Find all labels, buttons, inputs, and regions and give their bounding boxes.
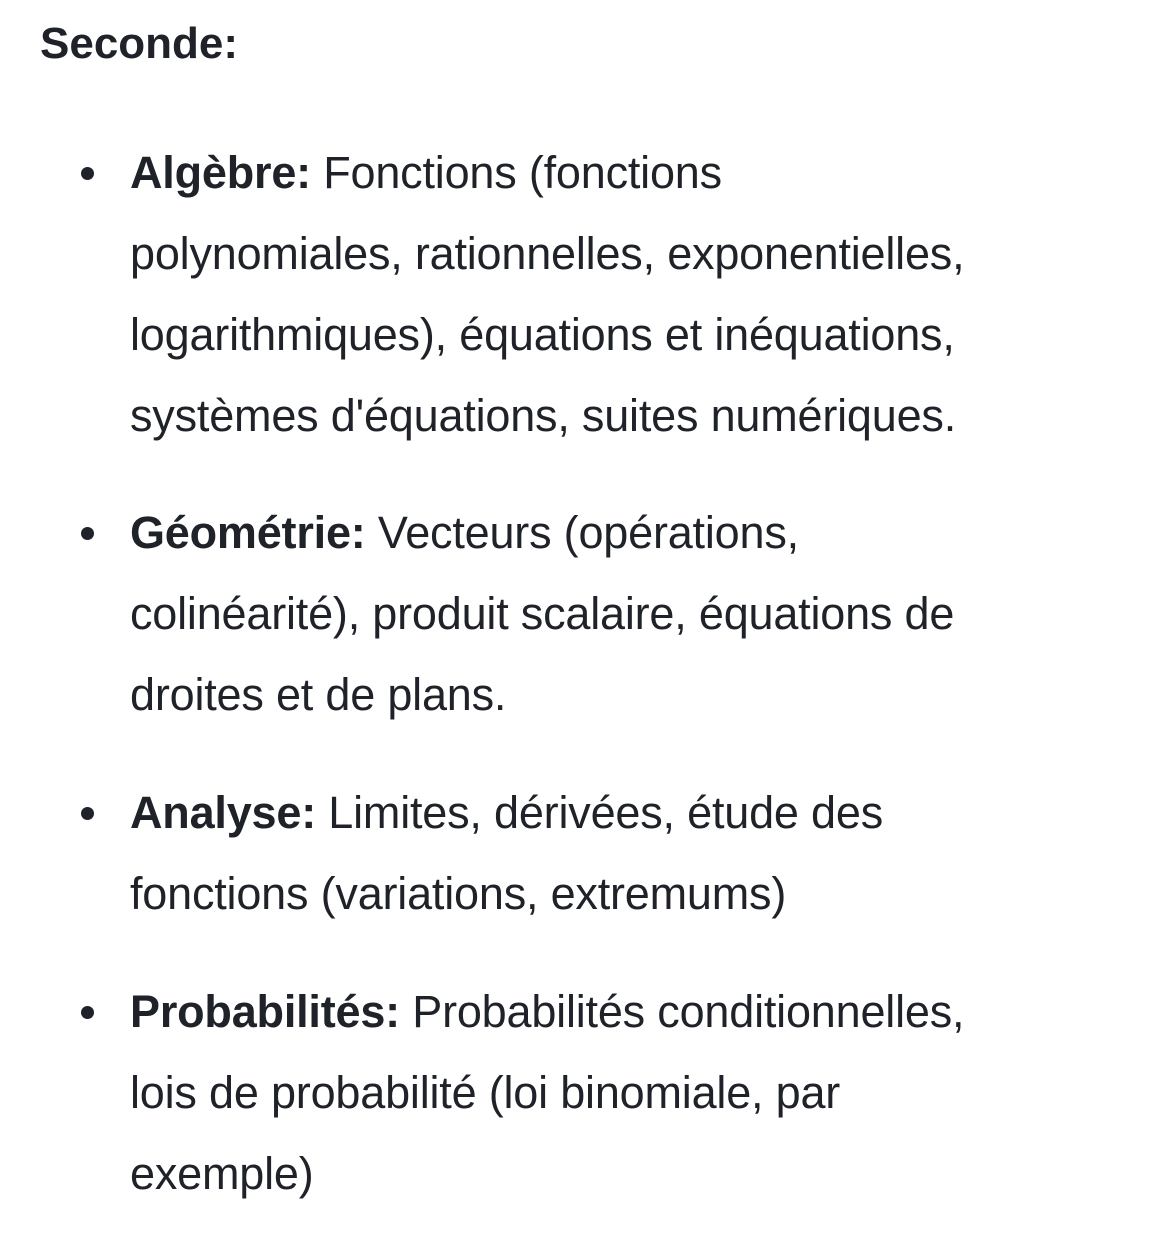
bullet-icon [81,1006,94,1019]
description-text: Limites, dérivées, étude des [315,787,883,838]
description-text: Probabilités conditionnelles, [399,986,965,1037]
description-text: logarithmiques), équations et inéquations, [130,309,955,360]
term-label: Analyse: [130,787,316,838]
text-line [130,132,1140,213]
text-line [130,772,1140,853]
description-text: Vecteurs (opérations, [365,507,799,558]
list-item-text [130,971,1140,1214]
list-item-text [130,492,1140,735]
list-item-text [130,132,1140,456]
list-item-text [130,772,1140,934]
description-text: polynomiales, rationnelles, exponentielles, [130,228,965,279]
term-label: Probabilités: [130,986,400,1037]
description-text: droites et de plans. [130,669,507,720]
description-text: Fonctions (fonctions [310,147,722,198]
description-text: systèmes d'équations, suites numériques. [130,390,957,441]
bullet-icon [81,527,94,540]
text-line [130,492,1140,573]
bullet-icon [81,167,94,180]
section-heading: Seconde: [40,19,239,68]
text-line [130,971,1140,1052]
term-label: Algèbre: [130,147,311,198]
description-text: fonctions (variations, extremums) [130,868,787,919]
description-text: colinéarité), produit scalaire, équations de [130,588,955,639]
description-text: lois de probabilité (loi binomiale, par [130,1067,841,1118]
term-label: Géométrie: [130,507,366,558]
bullet-icon [81,807,94,820]
description-text: exemple) [130,1148,314,1199]
